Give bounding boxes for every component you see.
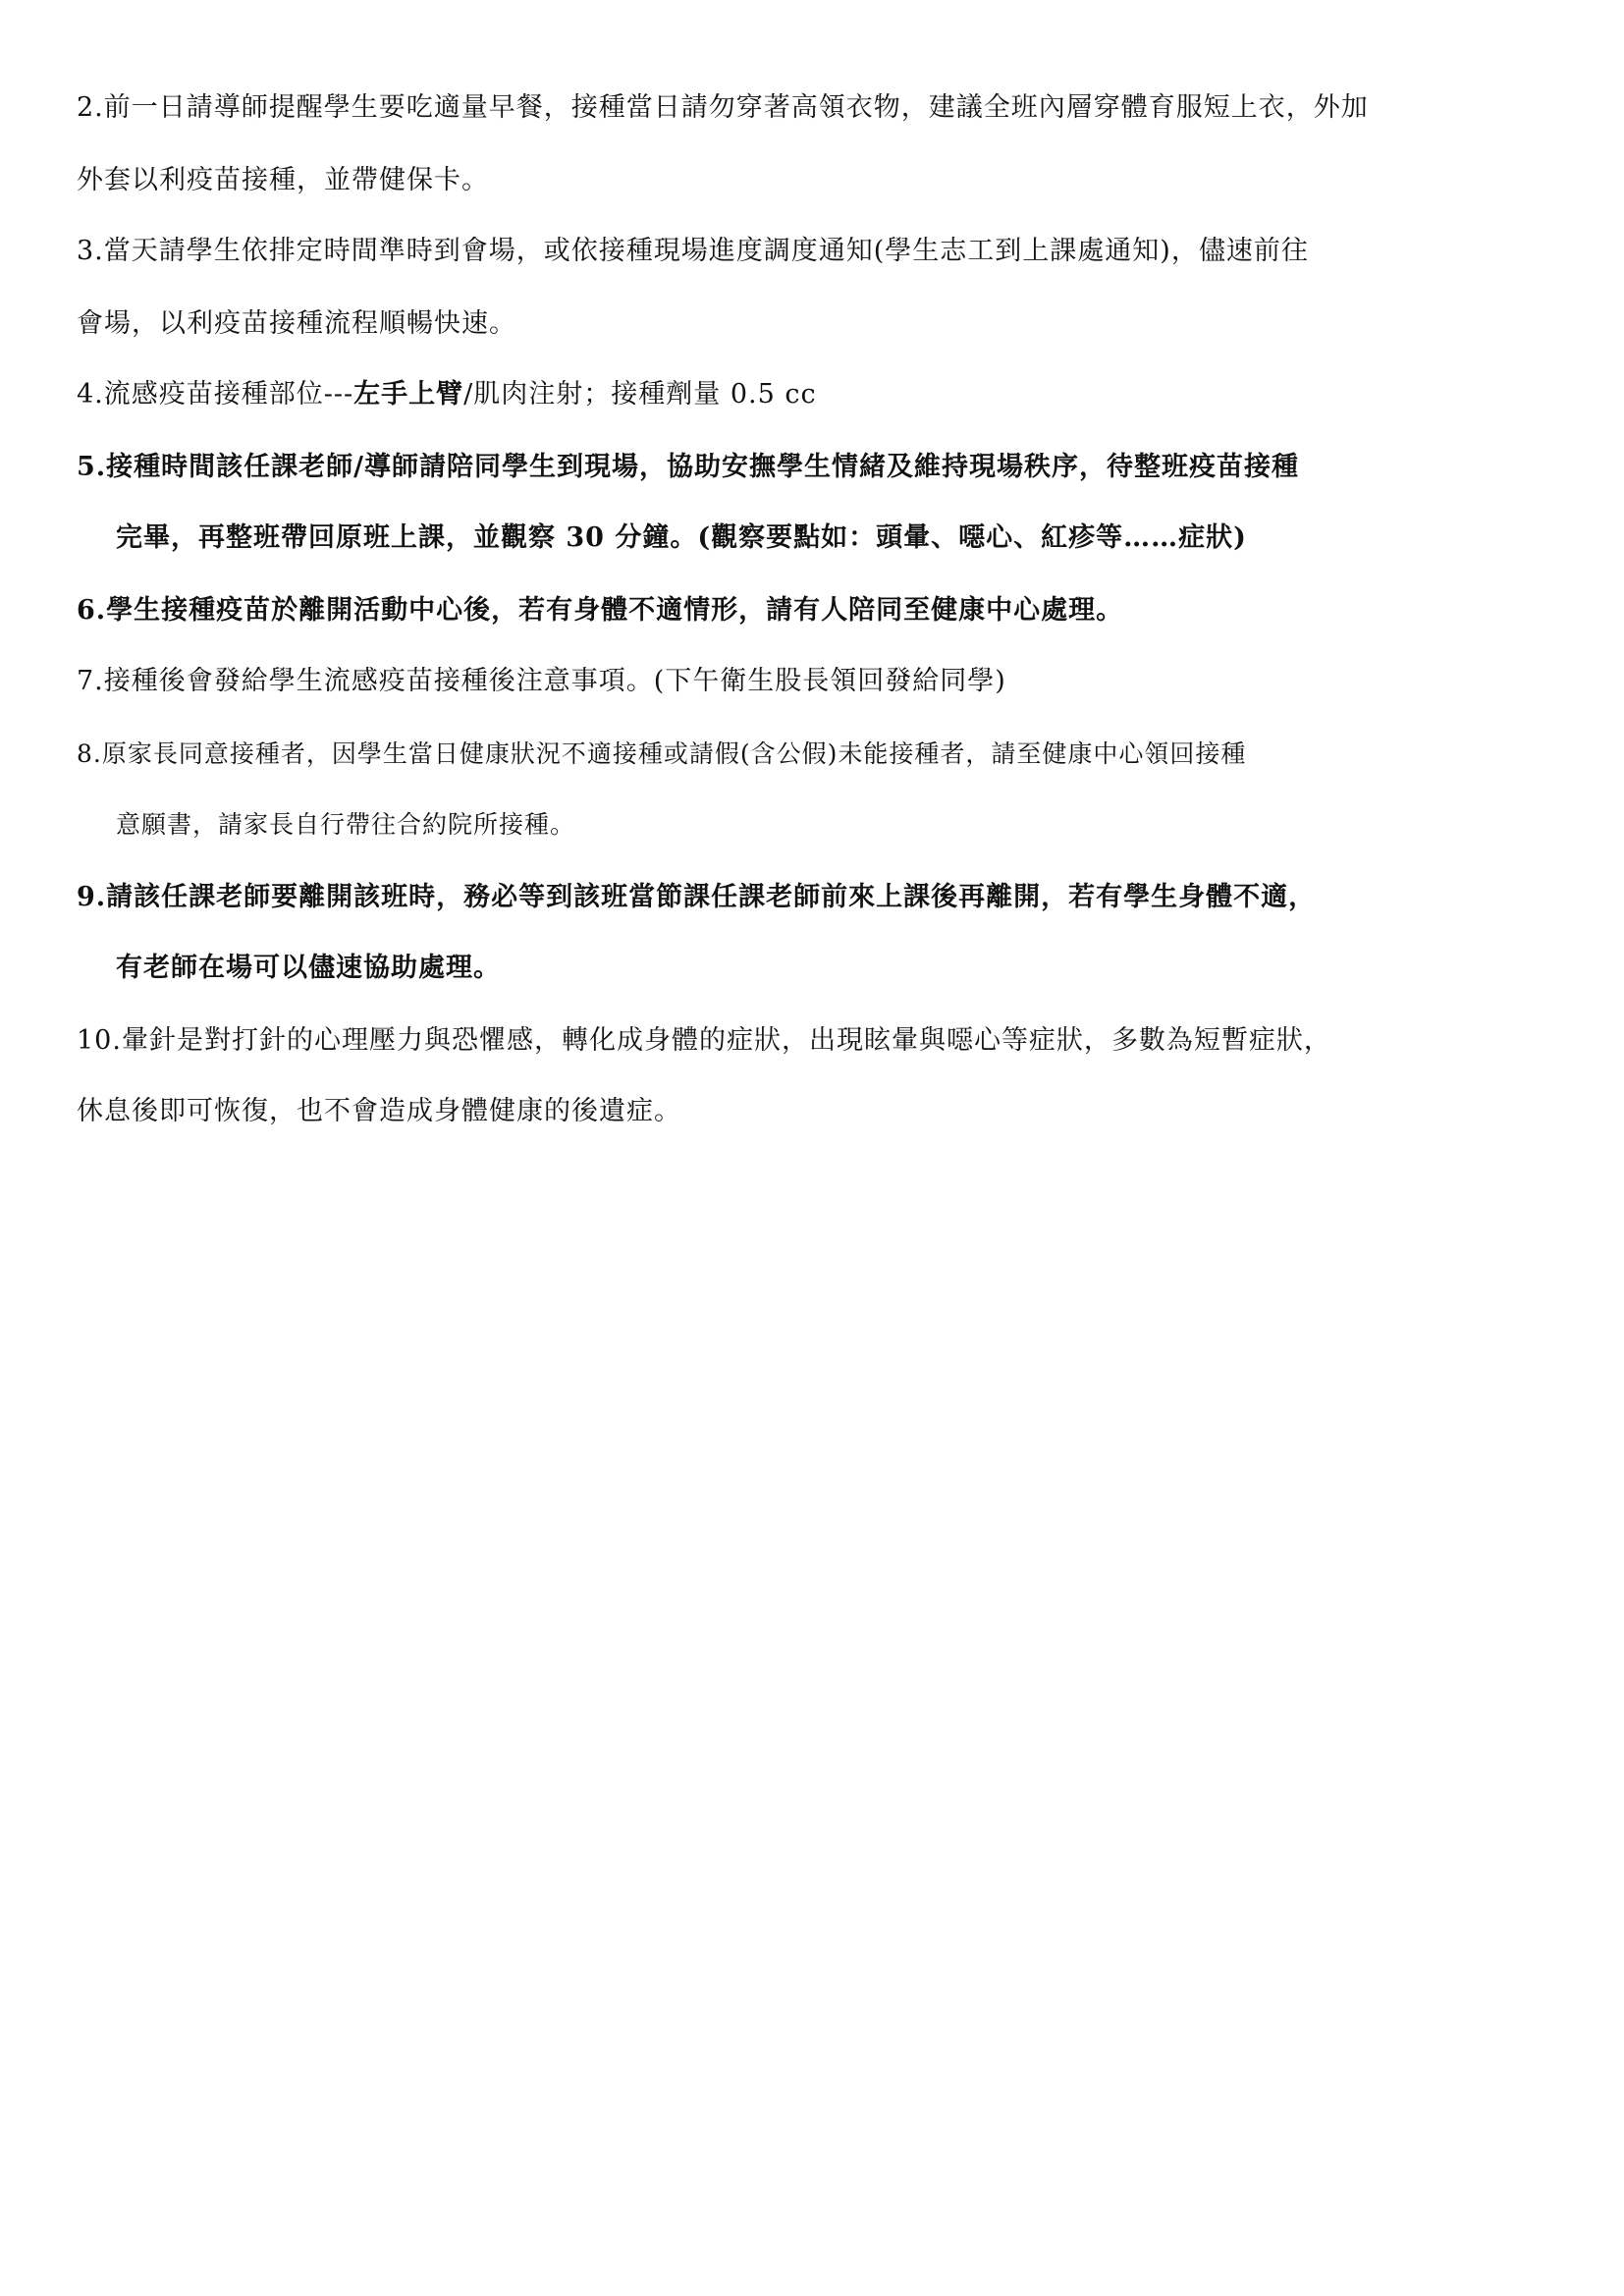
item-5-line-2: 完畢，再整班帶回原班上課，並觀察 30 分鐘。(觀察要點如：頭暈、噁心、紅疹等……症狀)	[116, 522, 1247, 553]
item-3-line-1: 3.當天請學生依排定時間準時到會場，或依接種現場進度調度通知(學生志工到上課處通知)，儘速前往	[77, 236, 1309, 266]
item-7-line: 7.接種後會發給學生流感疫苗接種後注意事項。(下午衛生股長領回發給同學)	[77, 666, 1006, 696]
item-10-line-2: 休息後即可恢復，也不會造成身體健康的後遺症。	[77, 1096, 681, 1126]
item-6-line: 6.學生接種疫苗於離開活動中心後，若有身體不適情形，請有人陪同至健康中心處理。	[77, 595, 1124, 626]
item-2-line-2: 外套以利疫苗接種，並帶健保卡。	[77, 165, 489, 195]
item-4-line	[77, 377, 817, 412]
item-2-line-1: 2.前一日請導師提醒學生要吃適量早餐，接種當日請勿穿著高領衣物，建議全班內層穿體育服短上衣，外加	[77, 92, 1369, 123]
item-4-suffix: /肌肉注射；接種劑量 0.5 cc	[463, 379, 817, 410]
item-8-line-2: 意願書，請家長自行帶往合約院所接種。	[116, 810, 576, 839]
item-9-line-2: 有老師在場可以儘速協助處理。	[116, 953, 501, 983]
item-4-bold-site: 左手上臂	[353, 379, 464, 410]
item-5-line-1: 5.接種時間該任課老師/導師請陪同學生到現場，協助安撫學生情緒及維持現場秩序，待整班疫苗接種	[77, 452, 1300, 482]
item-9-line-1: 9.請該任課老師要離開該班時，務必等到該班當節課任課老師前來上課後再離開，若有學生身體不適，	[77, 882, 1317, 912]
item-8-line-1: 8.原家長同意接種者，因學生當日健康狀況不適接種或請假(含公假)未能接種者，請至健康中心領回接種	[77, 739, 1247, 768]
item-10-line-1: 10.暈針是對打針的心理壓力與恐懼感，轉化成身體的症狀，出現眩暈與噁心等症狀，多數為短暫症狀，	[77, 1025, 1331, 1056]
item-3-line-2: 會場，以利疫苗接種流程順暢快速。	[77, 308, 516, 339]
item-4-prefix: 4.流感疫苗接種部位---	[77, 379, 354, 410]
